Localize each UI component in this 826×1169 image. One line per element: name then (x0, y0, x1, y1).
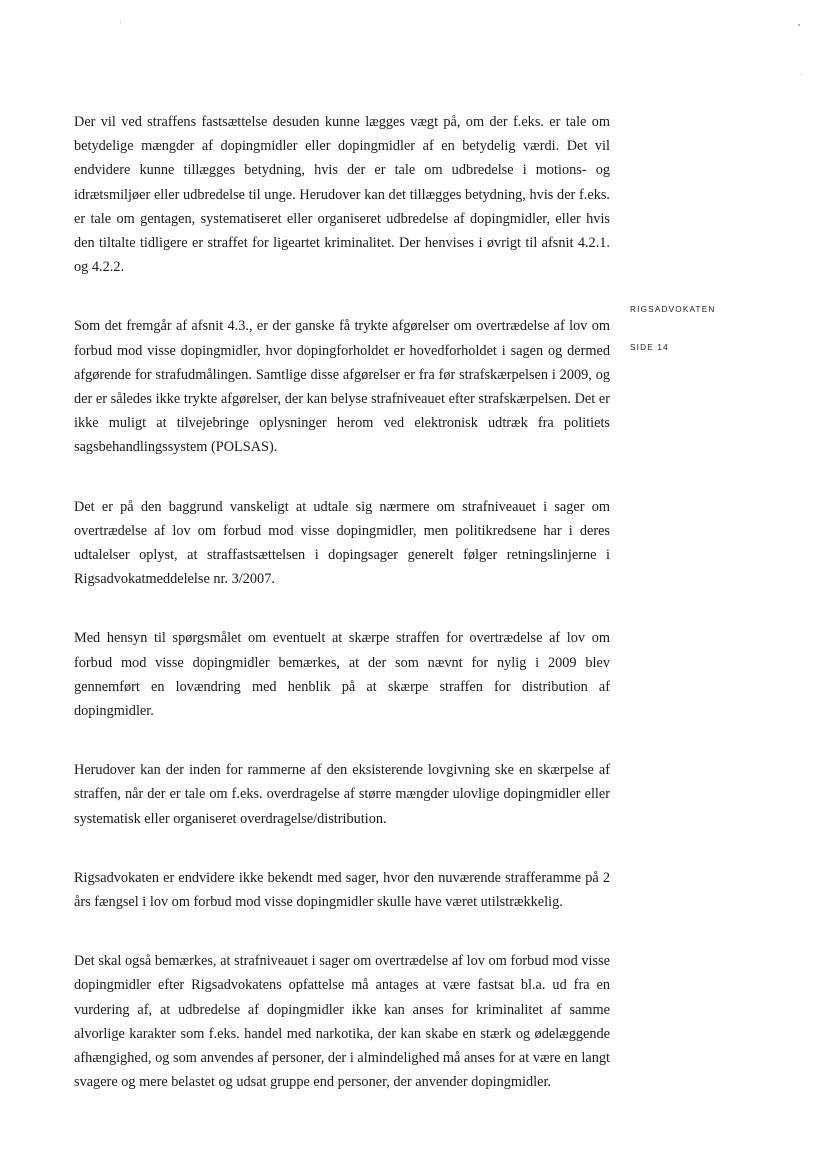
paragraph-existing-legislation: Herudover kan der inden for rammerne af den eksisterende lovgivning ske en skærpelse af straffen, når der er tale om f.eks. overdragelse af større mængder ulovlige dopingmidler eller systematisk eller organiseret overdragelse/distribution. (74, 762, 610, 827)
paragraph-penalty-frame: Rigsadvokaten er endvidere ikke bekendt med sager, hvor den nuværende strafferamme på 2 års fængsel i lov om forbud mod visse dopingmidler skulle have været utilstrækkelig. (74, 869, 610, 911)
paragraph-sentencing-level: Det er på den baggrund vanskeligt at udtale sig nærmere om strafniveauet i sager om overtrædelse af lov om forbud mod visse dopingmidler, men politikredsene har i deres udtalelser oplyst, at straffastsættelsen i dopingsager generelt følger retningslinjerne i Rigsadvokatmeddelelse nr. 3/2007. (74, 498, 610, 588)
page-number: SIDE 14 (630, 343, 669, 352)
sidebar-header (630, 305, 780, 352)
scan-speck (120, 22, 121, 23)
paragraph-printed-decisions: Som det fremgår af afsnit 4.3., er der ganske få trykte afgørelser om overtrædelse af lov om forbud mod visse dopingmidler, hvor dopingforholdet er hovedforholdet i sagen og dermed afgørende for strafudmålingen. Samtlige disse afgørelser er fra før strafskærpelsen i 2009, og der er således ikke trykte afgørelser, der kan belyse strafniveauet efter strafskærpelsen. Det er ikke muligt at tilvejebringe oplysninger herom ved elektronisk udtræk fra politiets sagsbehandlingssystem (POLSAS). (74, 318, 610, 456)
organization-name: RIGSADVOKATEN (630, 305, 716, 314)
scan-speck (801, 74, 802, 75)
paragraph-law-amendment: Med hensyn til spørgsmålet om eventuelt at skærpe straffen for overtrædelse af lov om forbud mod visse dopingmidler bemærkes, at der som nævnt for nylig i 2009 blev gennemført en lovændring med henblik på at skærpe straffen for distribution af dopingmidler. (74, 630, 610, 720)
body-text (74, 110, 610, 1130)
paragraph-sentencing-factors: Der vil ved straffens fastsættelse desuden kunne lægges vægt på, om der f.eks. er tale om betydelige mængder af dopingmidler eller dopingmidler af en betydelig værdi. Det vil endvidere kunne tillægges betydning, hvis der er tale om udbredelse i motions- og idrætsmiljøer eller udbredelse til unge. Herudover kan det tillægges betydning, hvis der f.eks. er tale om gentagen, systematiseret eller organiseret udbredelse af dopingmidler, eller hvis den tiltalte tidligere er straffet for ligeartet kriminalitet. Der henvises i øvrigt til afsnit 4.2.1. og 4.2.2. (74, 114, 610, 276)
paragraph-severity-comparison: Det skal også bemærkes, at strafniveauet i sager om overtrædelse af lov om forbud mod visse dopingmidler efter Rigsadvokatens opfattelse må antages at være fastsat bl.a. ud fra en vurdering af, at udbredelse af dopingmidler ikke kan anses for kriminalitet af samme alvorlige karakter som f.eks. handel med narkotika, der kan skabe en stærk og ødelæggende afhængighed, og som anvendes af personer, der i almindelighed må anses for at være en langt svagere og mere belastet og udsat gruppe end personer, der anvender dopingmidler. (74, 953, 610, 1091)
scan-speck (798, 24, 800, 26)
